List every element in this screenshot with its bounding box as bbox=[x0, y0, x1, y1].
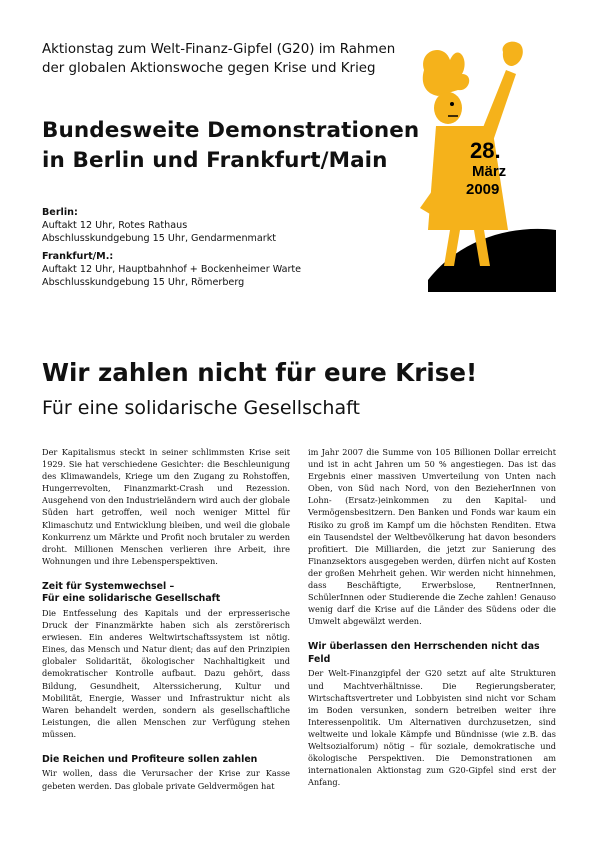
hair bbox=[423, 50, 469, 96]
frankfurt-title: Frankfurt/M.: bbox=[42, 251, 114, 262]
main-subtitle: Für eine solidarische Gesellschaft bbox=[42, 397, 360, 419]
main-title: Wir zahlen nicht für eure Krise! bbox=[42, 358, 478, 387]
frankfurt-info bbox=[42, 250, 402, 290]
fist bbox=[503, 42, 523, 66]
left-paragraph-1: Der Kapitalismus steckt in seiner schlimmsten Krise seit 1929. Sie hat verschiedene Gesichter: die Beschleunigung des Klimawandels, Kriege um den Zugang zu Rohstoffen, Hungerrevolten, Finanzmarkt-Crash und Rezession. Ausgehend von den Industrieländern wird auch der globale Süden hart getroffen, weil noch weniger Mittel für Klimaschutz und Entwicklung bleiben, und weil die globale Konkurrenz um Märkte und Profit noch brutaler zu werden droht. Millionen Menschen verlieren ihre Arbeit, ihre Wohnungen und ihre Lebensperspektiven. bbox=[42, 447, 290, 566]
berlin-start: Auftakt 12 Uhr, Rotes Rathaus bbox=[42, 220, 188, 232]
right-column bbox=[308, 446, 556, 788]
left-heading-2-line-1: Zeit für Systemwechsel – bbox=[42, 580, 175, 592]
right-heading-2: Wir überlassen den Herrschenden nicht das Feld bbox=[308, 641, 540, 665]
left-column bbox=[42, 446, 290, 792]
left-paragraph-2: Die Entfesselung des Kapitals und der erpresserische Druck der Finanzmärkte haben sich als zerstörerisch erwiesen. Ein anderes Weltwirtschaftssystem ist nötig. Eines, das Mensch und Natur dient; das auf den Prinzipien globaler Solidarität, ökologischer Nachhaltigkeit und demokratischer Kontrolle aufbaut. Dazu gehört, dass Bildung, Gesundheit, Alterssicherung, Kultur und Mobilität, Energie, Wasser und Infrastruktur nicht als Waren behandelt werden, sondern als gesellschaftliche Leistungen, die allen Menschen zur Verfügung stehen müssen. bbox=[42, 607, 290, 739]
berlin-title: Berlin: bbox=[42, 207, 78, 218]
frankfurt-end: Abschlusskundgebung 15 Uhr, Römerberg bbox=[42, 277, 245, 289]
intro-text bbox=[42, 40, 422, 78]
date-month: März bbox=[472, 163, 507, 180]
left-heading-2 bbox=[42, 581, 290, 606]
intro-line-1: Aktionstag zum Welt-Finanz-Gipfel (G20) im Rahmen bbox=[42, 42, 396, 57]
left-paragraph-3: Wir wollen, dass die Verursacher der Krise zur Kasse gebeten werden. Das globale private Geldvermögen hat bbox=[42, 768, 290, 791]
left-heading-3: Die Reichen und Profiteure sollen zahlen bbox=[42, 753, 258, 765]
headline-line-1: Bundesweite Demonstrationen bbox=[42, 118, 420, 143]
date-day: 28. bbox=[470, 138, 501, 163]
head bbox=[434, 92, 462, 124]
intro-line-2: der globalen Aktionswoche gegen Krise und Krieg bbox=[42, 61, 376, 76]
right-paragraph-1: im Jahr 2007 die Summe von 105 Billionen Dollar erreicht und ist in acht Jahren um 50 % angestiegen. Das ist das Ergebnis einer massiven Umverteilung von Unten nach Oben, von Süd nach Nord, von den BezieherInnen von Lohn- (Ersatz-)einkommen zu den Kapital- und Vermögensbesitzern. Den Banken und Fonds war kaum ein Risiko zu groß im Kampf um die höchsten Renditen. Etwa ein Tausendstel der Weltbevölkerung hat davon besonders profitiert. Die Milliarden, die jetzt zur Sanierung des Finanzsektors ausgegeben werden, dürfen nicht auf Kosten der großen Mehrheit gehen. Wir werden nicht hinnehmen, dass Beschäftigte, Erwerbslose, RentnerInnen, SchülerInnen oder Studierende die Zeche zahlen! Genauso wenig darf die Krise auf die Länder des Südens oder die Umwelt abgewälzt werden. bbox=[308, 447, 556, 627]
date-year: 2009 bbox=[466, 181, 500, 198]
right-paragraph-2: Der Welt-Finanzgipfel der G20 setzt auf alte Strukturen und Machtverhältnisse. Die Regierungsberater, Wirtschaftsvertreter und Lobbyisten sind nicht vor Scham im Boden versunken, sondern betreiben weiter ihre Interessenpolitik. Um Alternativen durchzusetzen, sind weltweite und lokale Kämpfe und Bündnisse (wie z.B. das Weltsozialforum) nötig – für soziale, demokratische und ökologische Perspektiven. Die Demonstrationen am internationalen Aktionstag zum G20-Gipfel sind erst der Anfang. bbox=[308, 668, 556, 788]
berlin-info bbox=[42, 206, 402, 246]
protest-figure-illustration bbox=[408, 30, 556, 292]
left-heading-2-line-2: Für eine solidarische Gesellschaft bbox=[42, 593, 221, 605]
eye bbox=[450, 102, 454, 106]
headline bbox=[42, 116, 442, 176]
headline-line-2: in Berlin und Frankfurt/Main bbox=[42, 148, 388, 173]
berlin-end: Abschlusskundgebung 15 Uhr, Gendarmenmarkt bbox=[42, 233, 277, 245]
frankfurt-start: Auftakt 12 Uhr, Hauptbahnhof + Bockenheimer Warte bbox=[42, 264, 302, 276]
